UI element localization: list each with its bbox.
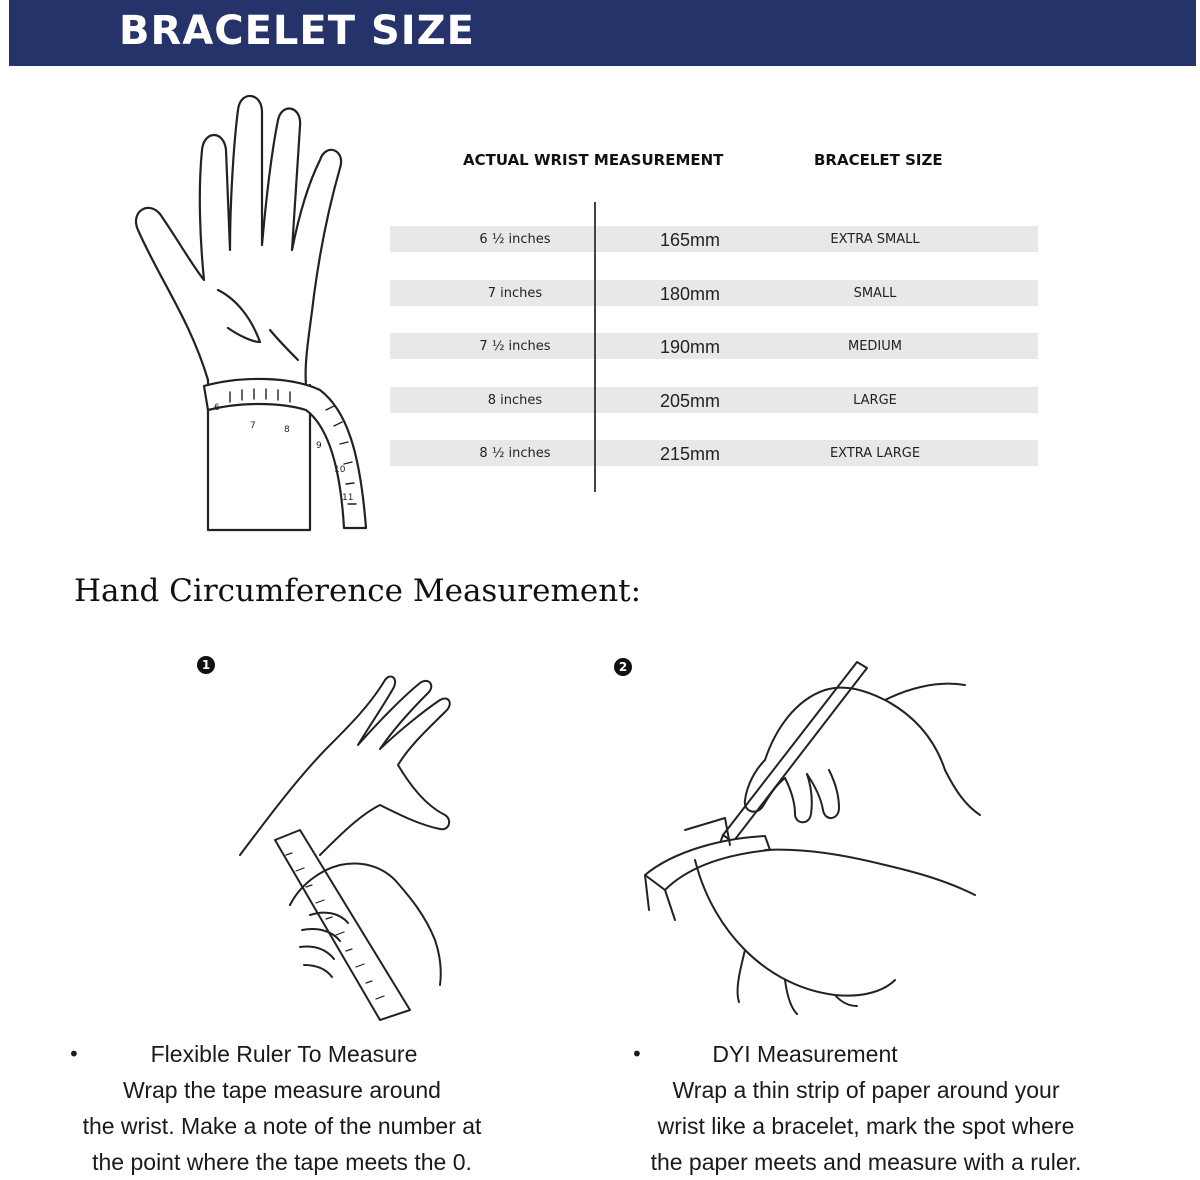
row-size: EXTRA SMALL xyxy=(830,232,920,247)
row-inches: 8 inches xyxy=(487,393,543,408)
row-size: LARGE xyxy=(853,393,897,408)
step-2-line-3: the paper meets and measure with a ruler. xyxy=(650,1149,1082,1175)
row-inches: 7 inches xyxy=(487,286,543,301)
table-row xyxy=(390,226,1038,252)
section-heading: Hand Circumference Measurement: xyxy=(74,573,642,609)
title-banner xyxy=(9,0,1196,66)
svg-text:6: 6 xyxy=(214,403,220,413)
table-row xyxy=(390,440,1038,466)
row-mm: 205mm xyxy=(659,391,721,411)
row-mm: 165mm xyxy=(659,230,721,250)
svg-text:11: 11 xyxy=(342,493,354,503)
step-2-line-1: Wrap a thin strip of paper around your xyxy=(672,1077,1060,1103)
step-1-line-2: the wrist. Make a note of the number at xyxy=(82,1113,482,1139)
row-mm: 180mm xyxy=(659,284,721,304)
row-mm: 215mm xyxy=(659,444,721,464)
row-mm: 190mm xyxy=(659,337,721,357)
table-row xyxy=(390,387,1038,413)
step-1-badge: 1 xyxy=(197,656,215,674)
step-1-line-1: Wrap the tape measure around xyxy=(123,1077,441,1103)
table-divider xyxy=(594,202,596,492)
step-1-line-3: the point where the tape meets the 0. xyxy=(92,1149,472,1175)
header-bracelet-size: BRACELET SIZE xyxy=(814,151,943,169)
svg-text:9: 9 xyxy=(316,441,322,451)
step-1-title: Flexible Ruler To Measure xyxy=(150,1041,418,1067)
svg-text:7: 7 xyxy=(250,421,256,431)
row-inches: 6 ½ inches xyxy=(479,232,551,247)
table-row xyxy=(390,333,1038,359)
row-size: EXTRA LARGE xyxy=(829,446,921,461)
step-1-bullet: • xyxy=(68,1042,80,1066)
step-2-bullet: • xyxy=(631,1042,643,1066)
svg-text:10: 10 xyxy=(334,465,346,475)
wrist-tape-measure-illustration xyxy=(230,665,460,1025)
row-inches: 8 ½ inches xyxy=(479,446,551,461)
hand-with-tape-illustration xyxy=(120,80,380,540)
row-inches: 7 ½ inches xyxy=(479,339,551,354)
banner-title: BRACELET SIZE xyxy=(119,8,475,54)
step-2-badge: 2 xyxy=(614,658,632,676)
step-2-title: DYI Measurement xyxy=(712,1041,898,1067)
table-row xyxy=(390,280,1038,306)
row-size: MEDIUM xyxy=(847,339,902,354)
step-2-line-2: wrist like a bracelet, mark the spot where xyxy=(657,1113,1075,1139)
row-size: SMALL xyxy=(853,286,897,301)
paper-strip-marking-illustration xyxy=(635,650,995,1020)
svg-text:8: 8 xyxy=(284,425,290,435)
header-wrist-measurement: ACTUAL WRIST MEASUREMENT xyxy=(463,151,724,169)
